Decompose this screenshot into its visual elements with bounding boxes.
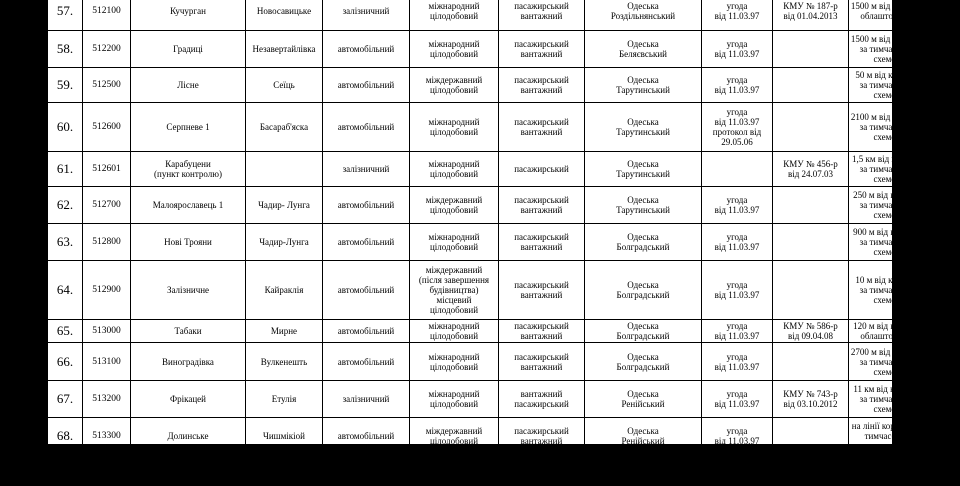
transport-type: автомобільний (323, 343, 410, 381)
checkpoint-status: міждержавний цілодобовий (410, 68, 499, 103)
row-number: 68. (48, 418, 83, 455)
checkpoint-code: 512700 (83, 187, 131, 224)
traffic-type: вантажний пасажирський (499, 381, 585, 418)
location-note: 1500 м від кордону, облаштований (849, 0, 928, 31)
transport-type: автомобільний (323, 103, 410, 152)
legal-basis: угода від 11.03.97 протокол від 29.05.06 (702, 103, 773, 152)
transport-type: залізничний (323, 381, 410, 418)
neighbour-settlement: Сеїць (246, 68, 323, 103)
checkpoint-code: 513100 (83, 343, 131, 381)
cabinet-decree (773, 261, 849, 320)
cabinet-decree: КМУ № 187-р від 01.04.2013 (773, 0, 849, 31)
checkpoint-code: 512200 (83, 31, 131, 68)
transport-type: автомобільний (323, 187, 410, 224)
table-row (48, 320, 928, 343)
checkpoint-status: міждержавний цілодобовий (410, 418, 499, 455)
neighbour-settlement: Етулія (246, 381, 323, 418)
checkpoint-status: міжнародний цілодобовий (410, 224, 499, 261)
cabinet-decree: КМУ № 743-р від 03.10.2012 (773, 381, 849, 418)
checkpoint-code: 512500 (83, 68, 131, 103)
cabinet-decree (773, 224, 849, 261)
region-district: Одеська Болградський (585, 343, 702, 381)
table-row (48, 261, 928, 320)
region-district: Одеська Болградський (585, 224, 702, 261)
region-district: Одеська Тарутинський (585, 187, 702, 224)
table-row (48, 343, 928, 381)
checkpoint-code: 512900 (83, 261, 131, 320)
table-row (48, 103, 928, 152)
traffic-type: пасажирський (499, 455, 585, 486)
transport-type: автомобільний (323, 224, 410, 261)
cabinet-decree (773, 103, 849, 152)
transport-type: автомобільний (323, 68, 410, 103)
traffic-type: пасажирський вантажний (499, 68, 585, 103)
region-district: Одеська Ренійський (585, 381, 702, 418)
transport-type: автомобільний (323, 418, 410, 455)
location-note: 11 км від кордону, за тимчасовою схемою (849, 381, 928, 418)
transport-type: автомобільний (323, 31, 410, 68)
region-district: Одеська Роздільнянський (585, 0, 702, 31)
row-number: 64. (48, 261, 83, 320)
location-note: 900 м від кордону, за тимчасовою схемою (849, 224, 928, 261)
cabinet-decree (773, 418, 849, 455)
transport-type: залізничний (323, 0, 410, 31)
legal-basis: угода від 11.03.97 (702, 320, 773, 343)
traffic-type: пасажирський вантажний (499, 343, 585, 381)
location-note: 2100 м від кордону, за тимчасовою схемою (849, 103, 928, 152)
neighbour-settlement: Вулкенешть (246, 343, 323, 381)
region-district: Одеська Болградський (585, 320, 702, 343)
location-note: 2700 м від кордону, за тимчасовою схемою (849, 343, 928, 381)
checkpoint-status: міжнародний цілодобовий (410, 103, 499, 152)
checkpoint-status: міжнародний цілодобовий (410, 320, 499, 343)
checkpoint-name: Долинське (131, 418, 246, 455)
checkpoint-code: 512600 (83, 103, 131, 152)
cabinet-decree (773, 187, 849, 224)
transport-type: автомобільний (323, 320, 410, 343)
checkpoint-code: 513200 (83, 381, 131, 418)
checkpoint-name: Виноградівка (131, 343, 246, 381)
checkpoint-name: Болград (131, 455, 246, 486)
row-number: 62. (48, 187, 83, 224)
checkpoint-name: Кучурган (131, 0, 246, 31)
cabinet-decree: КМУ № 456-р (773, 455, 849, 486)
legal-basis: угода від 11.03.97 (702, 381, 773, 418)
traffic-type: пасажирський вантажний (499, 320, 585, 343)
checkpoint-name: Нові Трояни (131, 224, 246, 261)
checkpoint-name: Табаки (131, 320, 246, 343)
region-district: Одеська Болградський (585, 261, 702, 320)
neighbour-settlement: Кайраклія (246, 261, 323, 320)
transport-type: залізничний (323, 152, 410, 187)
region-district: Одеська Тарутинський (585, 152, 702, 187)
traffic-type: пасажирський вантажний (499, 418, 585, 455)
checkpoint-status: міжнародний цілодобовий (410, 152, 499, 187)
table-row (48, 68, 928, 103)
cabinet-decree (773, 68, 849, 103)
neighbour-settlement (246, 455, 323, 486)
legal-basis: угода від 11.03.97 (702, 68, 773, 103)
row-number: 60. (48, 103, 83, 152)
row-number: 61. (48, 152, 83, 187)
row-number: 57. (48, 0, 83, 31)
table-row (48, 152, 928, 187)
checkpoint-code: 512100 (83, 0, 131, 31)
legal-basis: угода від 11.03.97 (702, 224, 773, 261)
table-row (48, 31, 928, 68)
legal-basis (702, 455, 773, 486)
checkpoint-name: Малоярославець 1 (131, 187, 246, 224)
neighbour-settlement: Новосавицьке (246, 0, 323, 31)
neighbour-settlement: Чишмікіой (246, 418, 323, 455)
location-note: 50 м від кордону, за тимчасовою схемою (849, 68, 928, 103)
checkpoint-name: Серпневе 1 (131, 103, 246, 152)
neighbour-settlement: Чадир- Лунга (246, 187, 323, 224)
table-row (48, 0, 928, 31)
traffic-type: пасажирський вантажний (499, 261, 585, 320)
checkpoint-code: 512800 (83, 224, 131, 261)
checkpoint-status: міжнародний цілодобовий (410, 343, 499, 381)
transport-type: автомобільний (323, 261, 410, 320)
checkpoint-status: міжнародний (410, 455, 499, 486)
row-number: 59. (48, 68, 83, 103)
checkpoint-code: 513400 (83, 455, 131, 486)
checkpoint-status: міждержавний (після завершення будівництва) місцевий цілодобовий (410, 261, 499, 320)
checkpoint-status: міжнародний цілодобовий (410, 381, 499, 418)
checkpoint-name: Лісне (131, 68, 246, 103)
legal-basis (702, 152, 773, 187)
row-number: 69. (48, 455, 83, 486)
row-number: 66. (48, 343, 83, 381)
checkpoint-status: міждержавний цілодобовий (410, 187, 499, 224)
region-district: Одеська Беляєвський (585, 31, 702, 68)
cabinet-decree (773, 31, 849, 68)
region-district: Одеська (585, 455, 702, 486)
location-note: 8 км від кордону (849, 455, 928, 486)
neighbour-settlement (246, 152, 323, 187)
table-row (48, 187, 928, 224)
table-row (48, 224, 928, 261)
location-note: 120 м від кордону, облаштований (849, 320, 928, 343)
traffic-type: пасажирський вантажний (499, 103, 585, 152)
table-row (48, 381, 928, 418)
legal-basis: угода від 11.03.97 (702, 31, 773, 68)
legal-basis: угода від 11.03.97 (702, 343, 773, 381)
cabinet-decree (773, 343, 849, 381)
location-note: 1,5 км від кордону, за тимчасовою схемою (849, 152, 928, 187)
region-district: Одеська Ренійський (585, 418, 702, 455)
legal-basis: угода від 11.03.97 (702, 0, 773, 31)
cabinet-decree: КМУ № 456-р від 24.07.03 (773, 152, 849, 187)
location-note: 250 м від кордону, за тимчасовою схемою (849, 187, 928, 224)
region-district: Одеська Тарутинський (585, 103, 702, 152)
checkpoint-status: міжнародний цілодобовий (410, 31, 499, 68)
transport-type (323, 455, 410, 486)
location-note: 1500 м від кордону, за тимчасовою схемою (849, 31, 928, 68)
row-number: 67. (48, 381, 83, 418)
traffic-type: пасажирський вантажний (499, 31, 585, 68)
traffic-type: пасажирський вантажний (499, 224, 585, 261)
legal-basis: угода від 11.03.97 (702, 261, 773, 320)
traffic-type: пасажирський вантажний (499, 0, 585, 31)
checkpoint-code: 513000 (83, 320, 131, 343)
checkpoint-name: Залізничне (131, 261, 246, 320)
location-note: 10 м від кордону, за тимчасовою схемою (849, 261, 928, 320)
region-district: Одеська Тарутинський (585, 68, 702, 103)
checkpoint-name: Градиці (131, 31, 246, 68)
cabinet-decree: КМУ № 586-р від 09.04.08 (773, 320, 849, 343)
row-number: 65. (48, 320, 83, 343)
neighbour-settlement: Басараб'яска (246, 103, 323, 152)
checkpoint-name: Карабуцени (пункт контролю) (131, 152, 246, 187)
row-number: 63. (48, 224, 83, 261)
checkpoints-table (47, 0, 928, 486)
legal-basis: угода від 11.03.97 (702, 187, 773, 224)
row-number: 58. (48, 31, 83, 68)
table-row (48, 418, 928, 455)
checkpoint-name: Фрікацей (131, 381, 246, 418)
checkpoint-code: 512601 (83, 152, 131, 187)
checkpoint-code: 513300 (83, 418, 131, 455)
location-note: на лінії кордону, за тимчасовою схемою (849, 418, 928, 455)
neighbour-settlement: Мирне (246, 320, 323, 343)
legal-basis: угода від 11.03.97 (702, 418, 773, 455)
table-row (48, 455, 928, 486)
checkpoint-status: міжнародний цілодобовий (410, 0, 499, 31)
traffic-type: пасажирський вантажний (499, 187, 585, 224)
traffic-type: пасажирський (499, 152, 585, 187)
document-page (47, 0, 926, 477)
neighbour-settlement: Незавертайлівка (246, 31, 323, 68)
neighbour-settlement: Чадир-Лунга (246, 224, 323, 261)
